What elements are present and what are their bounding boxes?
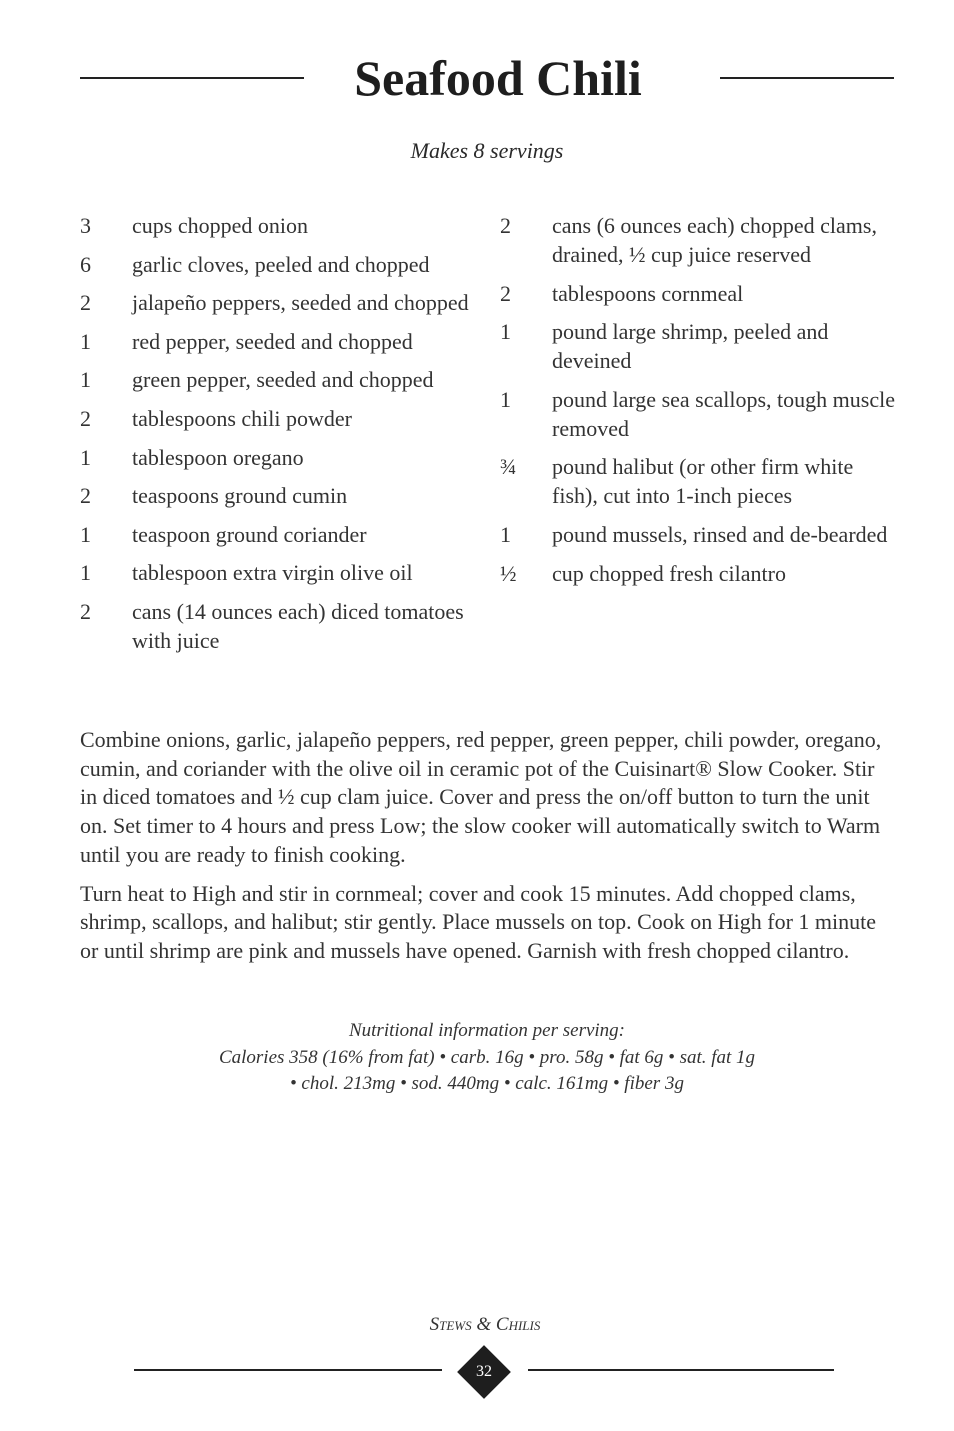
direction-paragraph: Combine onions, garlic, jalapeño peppers, red pepper, green pepper, chili powder, oregano, cumin, and coriander with the olive oil in ceramic pot of the Cuisinart® Slow Cooker. Stir in diced tomatoes and ½ cup clam juice. Cover and press the on/off button to turn the unit on. Set timer to 4 hours and press Low; the slow cooker will automatically switch to Warm until you are ready to finish cooking. [80,727,882,867]
ingredient-qty: 2 [500,280,511,306]
ingredient [500,211,900,269]
ingredient-list-left [80,211,480,665]
footer-rule-right [528,1369,834,1371]
ingredient-qty: 1 [80,560,91,586]
page-number: 32 [476,1363,492,1380]
title-rule-left [80,77,304,79]
ingredient-item: pound large shrimp, peeled and deveined [552,319,829,374]
ingredient-qty: 3 [80,213,91,238]
ingredient [80,288,480,317]
recipe-yield: Makes 8 servings [410,138,564,163]
ingredient-qty: 2 [500,213,511,238]
direction-paragraph: Turn heat to High and stir in cornmeal; cover and cook 15 minutes. Add chopped clams, shrimp, scallops, and halibut; stir gently. Place mussels on top. Cook on High for 1 minute or until shrimp are pink and mussels have opened. Garnish with fresh chopped cilantro. [80,880,876,963]
ingredient-qty: 2 [80,405,91,431]
ingredient [80,443,480,472]
footer-rule-left [134,1369,442,1371]
ingredient-item: garlic cloves, peeled and chopped [132,251,430,277]
directions [80,726,894,976]
ingredient-qty: 1 [500,521,511,547]
ingredient [80,327,480,356]
ingredient-qty: 1 [500,319,511,345]
ingredient-item: cans (14 ounces each) diced tomatoes with juice [132,598,464,653]
ingredient-qty: 1 [80,444,91,470]
ingredient [500,385,900,443]
title-rule-right [720,77,894,79]
ingredient [500,317,900,375]
ingredient [80,250,480,279]
ingredient [500,559,900,588]
ingredient-list-right [500,211,900,597]
nutrition-line: • chol. 213mg • sod. 440mg • calc. 161mg • fiber 3g [290,1073,684,1094]
ingredient [80,211,480,240]
ingredient-item: pound large sea scallops, tough muscle removed [552,386,895,441]
ingredient-qty: 6 [80,251,91,277]
nutrition-heading: Nutritional information per serving: [348,1020,626,1041]
nutrition-line: Calories 358 (16% from fat) • carb. 16g • pro. 58g • fat 6g • sat. fat 1g [218,1046,756,1068]
ingredient [80,520,480,549]
ingredient-qty: 2 [80,483,91,509]
ingredient [500,279,900,308]
ingredient-qty: ¾ [500,454,517,480]
recipe-title: Seafood Chili [354,50,642,106]
footer-section-name: Stews & Chilis [429,1314,541,1335]
ingredient-qty: 2 [80,290,91,316]
ingredient [80,365,480,394]
ingredient-qty: 2 [80,598,91,624]
title-row [80,46,894,110]
ingredient-qty: 1 [500,386,511,412]
ingredient-item: cans (6 ounces each) chopped clams, drained, ½ cup juice reserved [552,213,877,267]
ingredient-qty: 1 [80,328,91,354]
ingredient-item: green pepper, seeded and chopped [132,367,434,393]
ingredient [80,481,480,510]
ingredient-item: teaspoons ground cumin [132,483,348,509]
ingredient [500,452,900,510]
ingredient-qty: 1 [80,521,91,547]
ingredient [80,597,480,655]
ingredient-item: tablespoons chili powder [132,405,352,431]
ingredient-item: cup chopped fresh cilantro [552,560,786,586]
ingredient-item: cups chopped onion [132,213,308,238]
ingredient-item: tablespoons cornmeal [552,280,744,306]
ingredient-item: teaspoon ground coriander [132,521,367,547]
ingredient-item: tablespoon oregano [132,444,304,470]
ingredient [500,520,900,549]
ingredient-item: jalapeño peppers, seeded and chopped [132,290,469,316]
ingredient-item: pound halibut (or other firm white fish), cut into 1-inch pieces [552,454,854,509]
ingredient [80,558,480,587]
ingredient [80,404,480,433]
ingredient-item: tablespoon extra virgin olive oil [132,560,413,586]
ingredient-qty: 1 [80,367,91,393]
ingredient-item: red pepper, seeded and chopped [132,328,413,354]
ingredient-item: pound mussels, rinsed and de-bearded [552,521,888,547]
nutrition-info [80,1018,894,1098]
ingredient-qty: ½ [500,560,517,586]
